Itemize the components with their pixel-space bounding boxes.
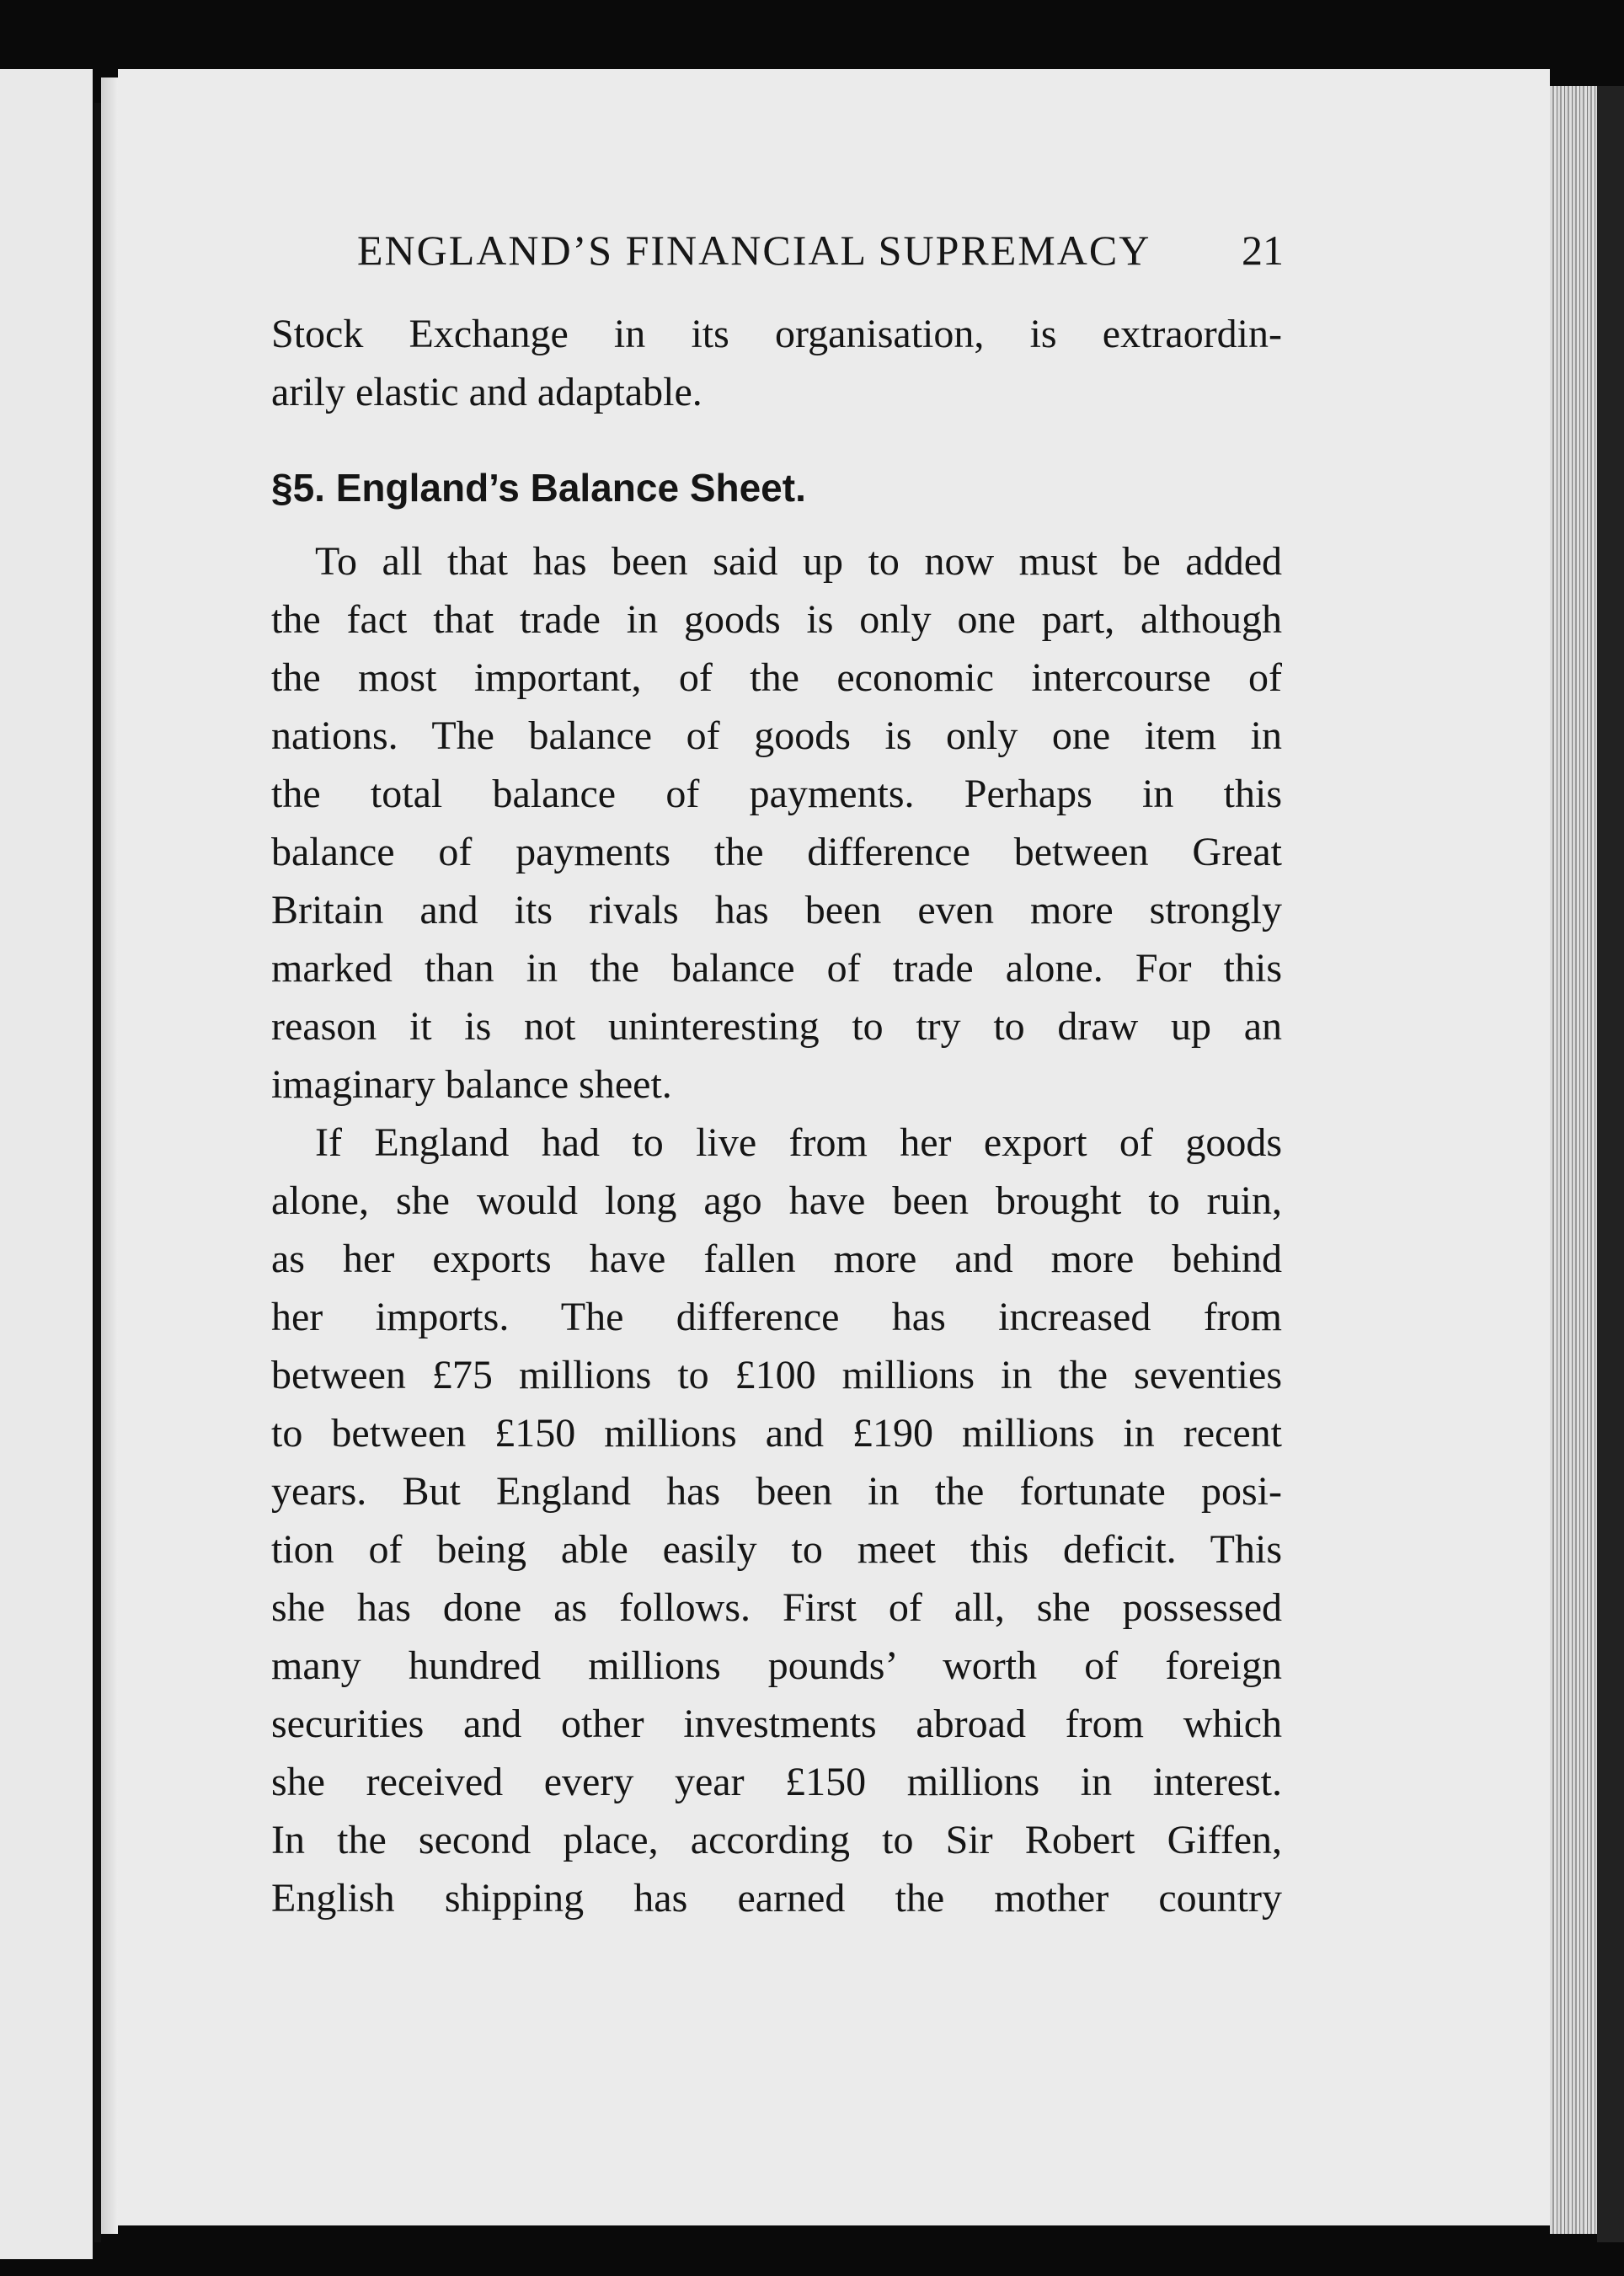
text-line: securities and other investments abroad from which: [271, 1702, 1282, 1746]
opening-paragraph: [271, 305, 1282, 421]
text-line: the fact that trade in goods is only one part, although: [271, 597, 1282, 642]
left-page-edge: [0, 69, 93, 2259]
text-line: Stock Exchange in its organisation, is extraordin-: [271, 312, 1282, 356]
text-line: years. But England has been in the fortunate posi-: [271, 1469, 1282, 1514]
paragraph-2: [271, 1114, 1282, 1927]
text-line: balance of payments the difference between Great: [271, 830, 1282, 874]
paragraph-1: [271, 532, 1282, 1114]
text-line: to between £150 millions and £190 millions in recent: [271, 1411, 1282, 1456]
page-number: 21: [1242, 227, 1284, 274]
text-line: If England had to live from her export of goods: [315, 1120, 1282, 1165]
body-text: [271, 305, 1282, 1927]
text-line: English shipping has earned the mother country: [271, 1876, 1282, 1921]
text-line: between £75 millions to £100 millions in the seventies: [271, 1353, 1282, 1397]
binding-gutter: [94, 103, 101, 2242]
text-line: as her exports have fallen more and more behind: [271, 1237, 1282, 1281]
text-line: In the second place, according to Sir Robert Giffen,: [271, 1818, 1282, 1862]
text-line: the total balance of payments. Perhaps in this: [271, 772, 1282, 816]
text-line: her imports. The difference has increased from: [271, 1295, 1282, 1339]
gutter-shadow: [101, 77, 118, 2234]
text-line: she has done as follows. First of all, she possessed: [271, 1585, 1282, 1630]
page-stack-edge: [1550, 86, 1597, 2234]
text-line: arily elastic and adaptable.: [271, 370, 702, 414]
cover-edge: [1597, 86, 1624, 2242]
text-line: the most important, of the economic intercourse of: [271, 655, 1282, 700]
text-line: Britain and its rivals has been even more strongly: [271, 888, 1282, 932]
text-line: nations. The balance of goods is only one item in: [271, 713, 1282, 758]
text-line: tion of being able easily to meet this deficit. This: [271, 1527, 1282, 1572]
text-line: imaginary balance sheet.: [271, 1062, 672, 1107]
text-line: many hundred millions pounds’ worth of foreign: [271, 1643, 1282, 1688]
text-line: reason it is not uninteresting to try to draw up an: [271, 1004, 1282, 1049]
text-line: To all that has been said up to now must be added: [315, 539, 1282, 584]
text-line: marked than in the balance of trade alone. For this: [271, 946, 1282, 991]
text-line: she received every year £150 millions in interest.: [271, 1760, 1282, 1804]
running-head: ENGLAND’S FINANCIAL SUPREMACY: [357, 227, 1151, 274]
text-line: alone, she would long ago have been brought to ruin,: [271, 1178, 1282, 1223]
section-heading: §5. England’s Balance Sheet.: [271, 466, 806, 510]
